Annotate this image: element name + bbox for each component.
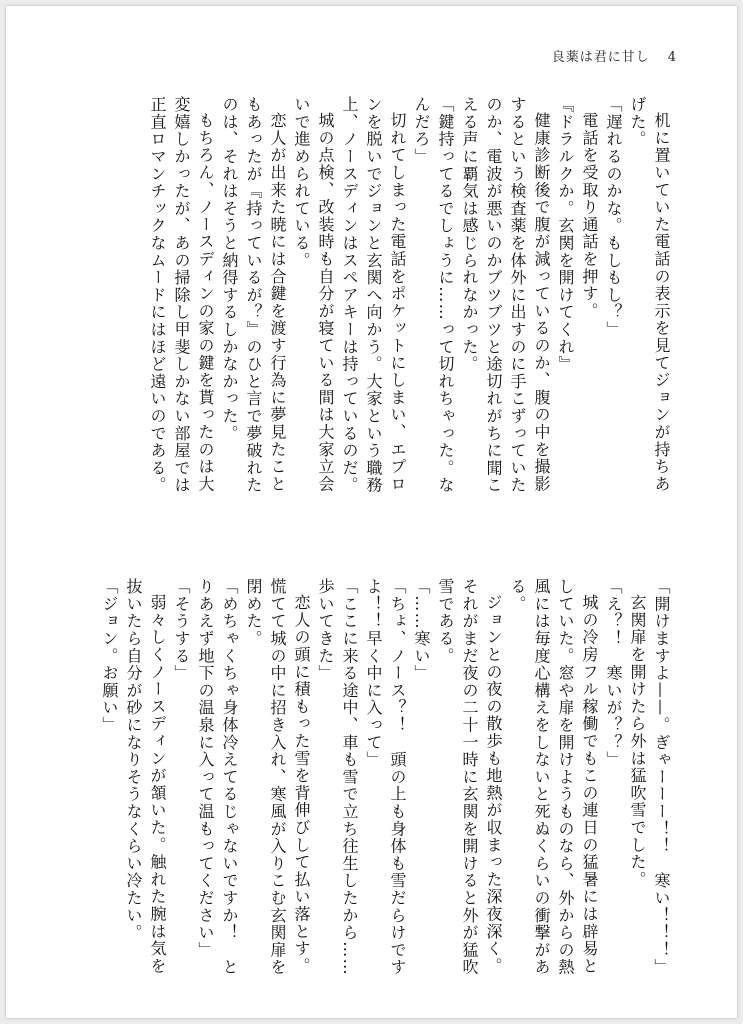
upper-text-column bbox=[148, 96, 673, 506]
paragraph: 机に置いていた電話の表示を見てジョンが持ちあげた。 bbox=[628, 96, 671, 493]
paragraph: 「ちょ、ノース？！ 頭の上も身体も雪だらけですよ！！早く中に入って」 bbox=[364, 578, 407, 976]
paragraph: 「ここに来る途中、車も雪で立ち往生したから……歩いてきた」 bbox=[316, 578, 359, 976]
paragraph: 「鍵持ってるでしょうに……って切れちゃった。なんだろ」 bbox=[412, 96, 455, 494]
paragraph: 健康診断後で腹が減っているのか、腹の中を撮影するという検査薬を体外に出すのに手こずっていたのか、電波が悪いのかブツブツと途切れがちに聞こえる声に覇気は感じられなかった。 bbox=[460, 96, 551, 494]
lower-text-column bbox=[100, 578, 673, 982]
paragraph: もちろん、ノースディンの家の鍵を貰ったのは大変嬉しかったが、あの掃除し甲斐しかない部屋では正直ロマンチックなムードにはほど遠いのである。 bbox=[148, 96, 215, 494]
paragraph: 恋人の頭に積もった雪を背伸びして払い落とす。慌てて城の中に招き入れ、寒風が入りこむ玄関扉を閉めた。 bbox=[244, 578, 311, 976]
paragraph: 「開けますよ——。ぎゃーーー！！ 寒い！！！」 bbox=[652, 578, 671, 976]
paragraph: 「……寒い」 bbox=[412, 578, 431, 682]
paragraph: 「え？！ 寒いが？？」 bbox=[604, 578, 623, 769]
paragraph: 「ジョン。お願い」 bbox=[100, 578, 119, 734]
paragraph: 城の冷房フル稼働でもこの連日の猛暑には辟易としていた。窓や扉を開けようものなら、外からの熱風には毎度心構えをしないと死ぬくらいの衝撃がある。 bbox=[508, 578, 599, 976]
paragraph: 「遅れるのかな。もしもし？」 bbox=[604, 96, 623, 339]
paragraph: ジョンとの夜の散歩も地熱が収まった深夜深く。それがまだ夜の二十一時に玄関を開けると外が猛吹雪である。 bbox=[436, 578, 503, 976]
running-head bbox=[552, 46, 677, 65]
paragraph: 切れてしまった電話をポケットにしまい、エプロンを脱いでジョンと玄関へ向かう。大家という職務上、ノースディンはスペアキーは持っているのだ。 bbox=[340, 96, 407, 494]
paragraph: 「めちゃくちゃ身体冷えてるじゃないですか！ とりあえず地下の温泉に入って温もってください」 bbox=[196, 578, 239, 976]
paragraph: 電話を受取り通話を押す。 bbox=[580, 112, 599, 320]
paragraph: 城の点検、改装時も自分が寝ている間は大家立会いで進められている。 bbox=[292, 96, 335, 493]
paragraph: 『ドラルクか。玄関を開けてくれ』 bbox=[556, 96, 575, 373]
paragraph: 恋人が出来た暁には合鍵を渡す行為に夢見たこともあったが『持っているが？』のひと言で夢破れたのは、それはそうと納得するしかなかった。 bbox=[220, 96, 287, 494]
page-number: 4 bbox=[667, 50, 677, 65]
book-title: 良薬は君に甘し bbox=[551, 50, 650, 65]
paragraph: 「そうする」 bbox=[172, 578, 191, 682]
book-page bbox=[6, 6, 737, 1018]
paragraph: 弱々しくノースディンが頷いた。触れた腕は気を抜いたら自分が砂になりそうなくらい冷たい。 bbox=[124, 578, 167, 975]
paragraph: 玄関扉を開けたら外は猛吹雪でした。 bbox=[628, 594, 647, 889]
